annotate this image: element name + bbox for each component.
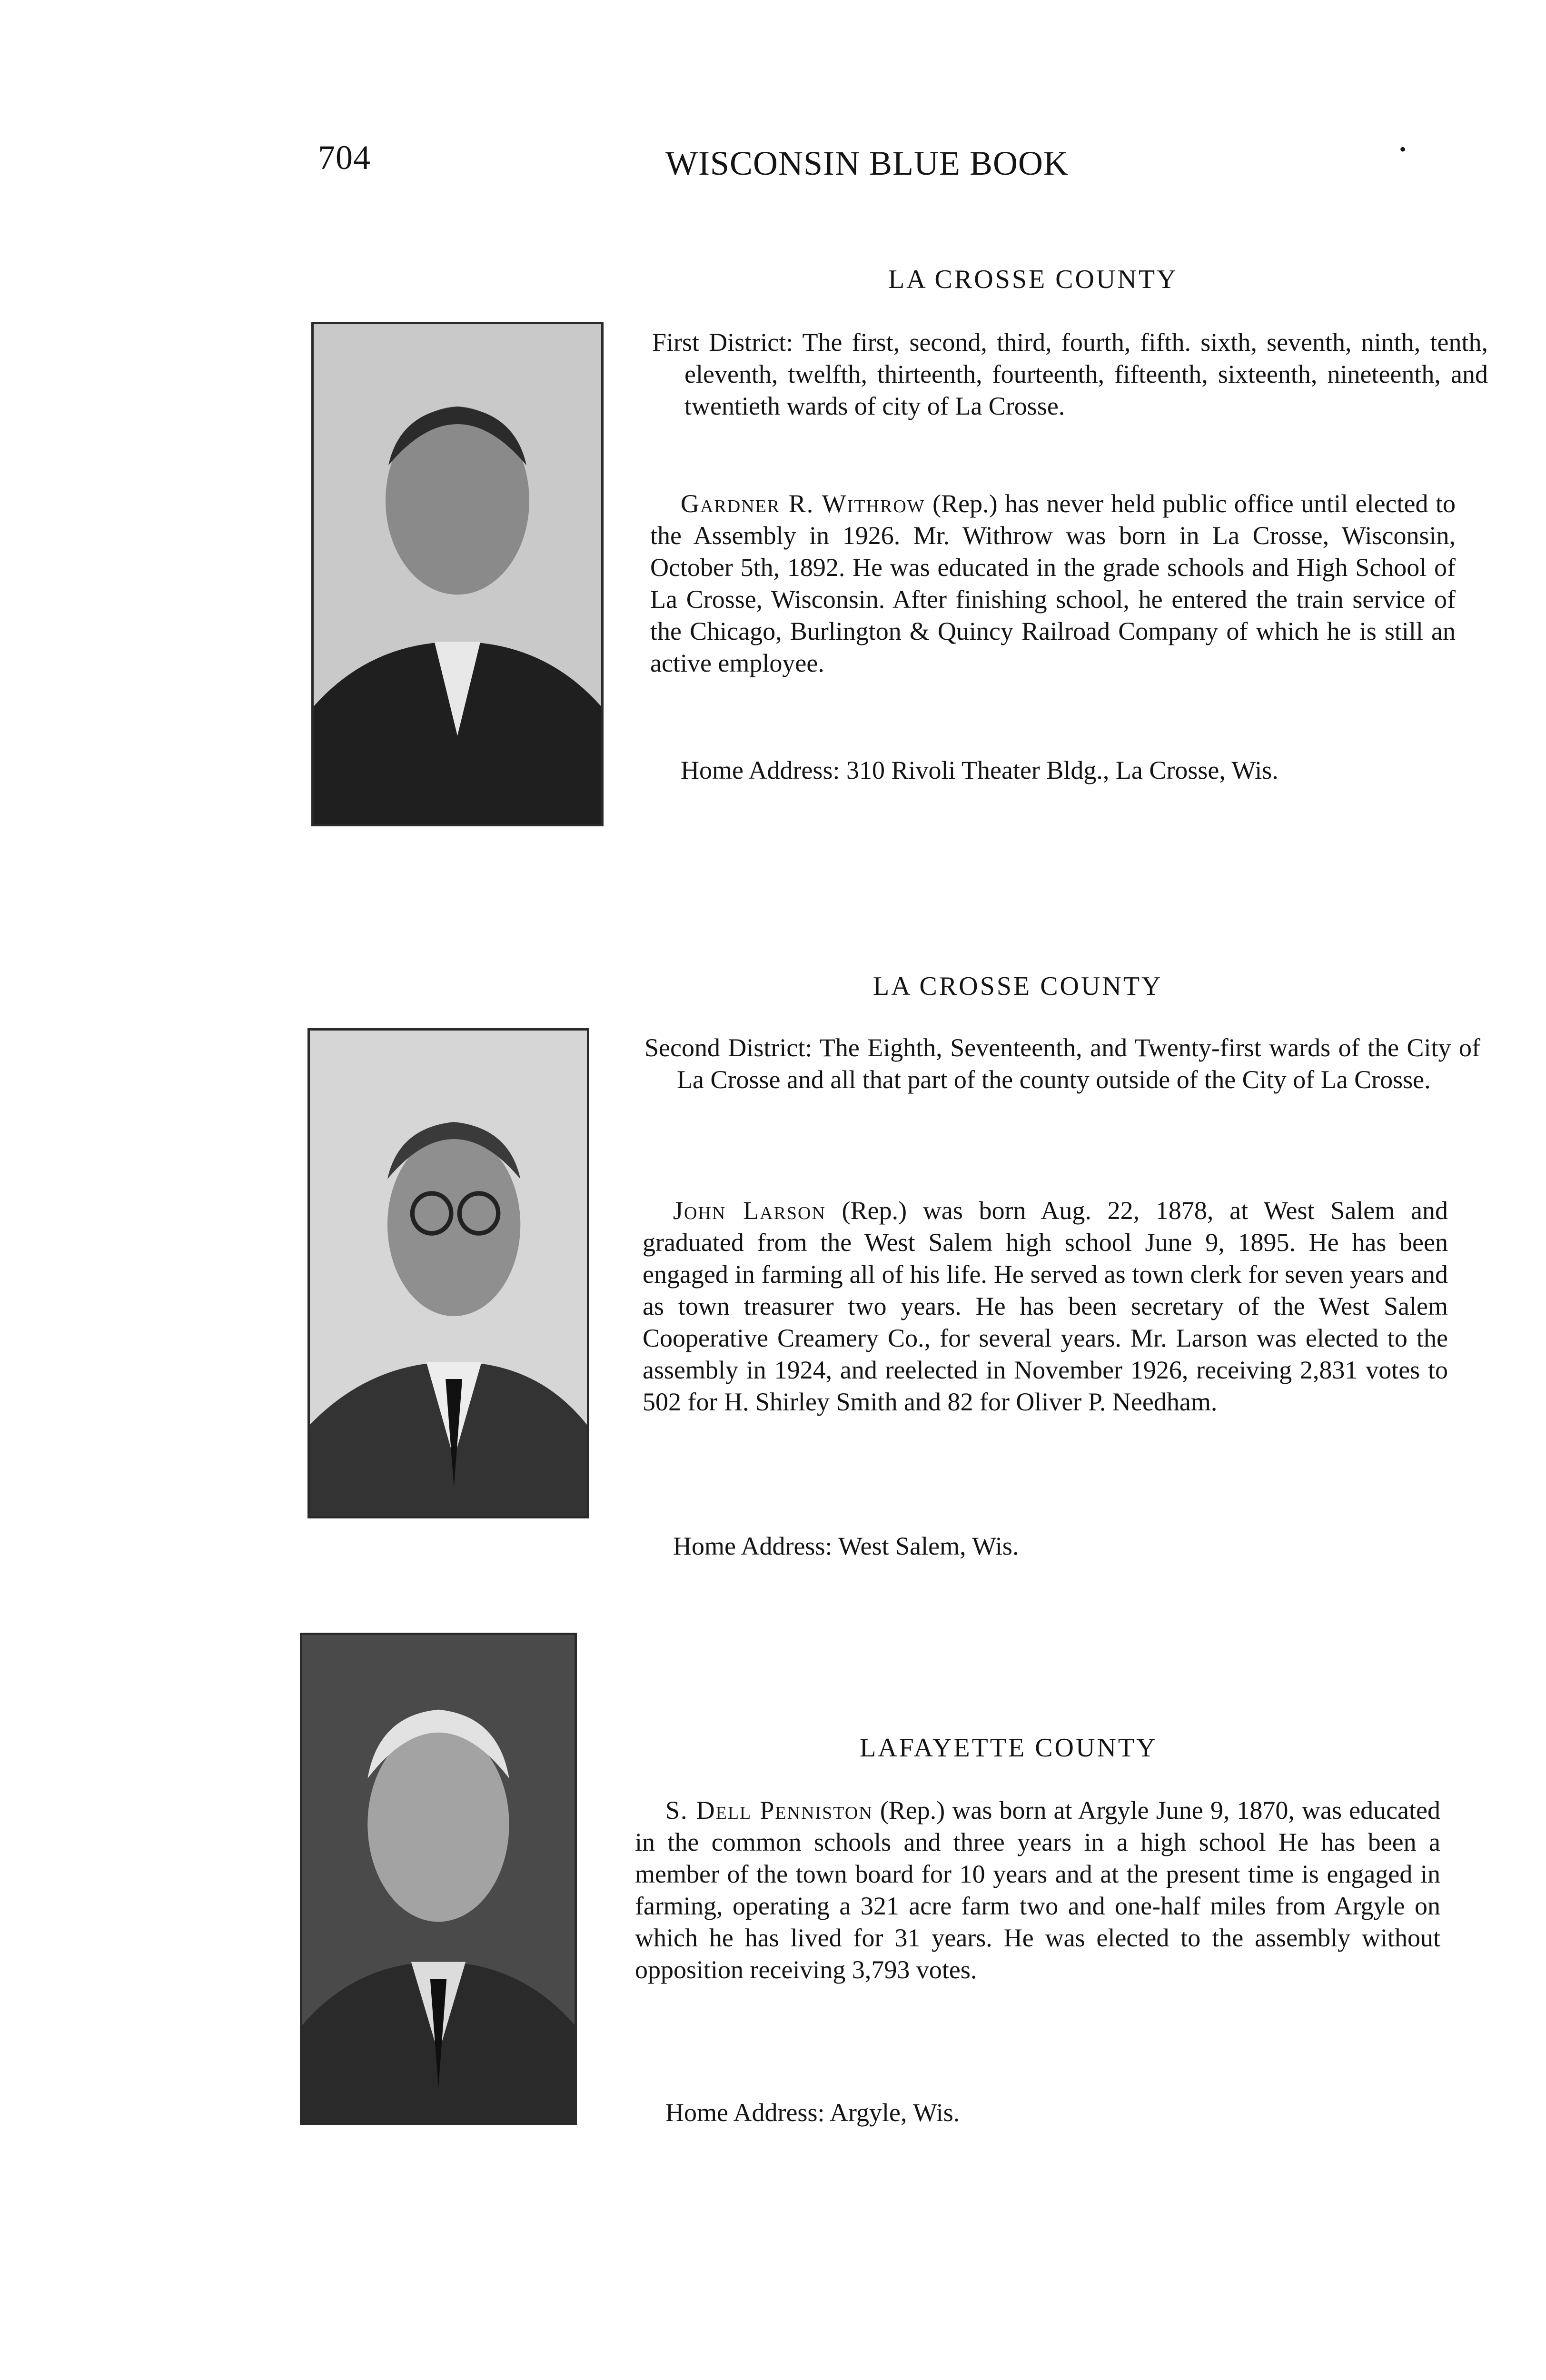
stray-mark: •	[1399, 139, 1407, 160]
portrait-photo-icon	[302, 1635, 575, 2122]
member-bio: Gardner R. Withrow (Rep.) has never held public office until elected to the Assembly in 1926. Mr. Withrow was born in La Crosse, Wisconsin, October 5th, 1892. He was educated in the grade schools and High School of La Crosse, Wisconsin. After finishing school, he entered the train service of the Chicago, Burlington & Quincy Railroad Company of which he is still an active employee.	[650, 489, 1456, 677]
portrait-photo-withrow	[311, 322, 604, 826]
home-address: Home Address: Argyle, Wis.	[665, 2098, 960, 2127]
county-heading: LA CROSSE COUNTY	[873, 972, 1163, 1001]
portrait-photo-icon	[310, 1031, 587, 1516]
county-heading: LA CROSSE COUNTY	[888, 265, 1178, 294]
member-name: Gardner R. Withrow	[681, 489, 925, 518]
portrait-photo-penniston	[300, 1633, 577, 2125]
member-name: John Larson	[673, 1196, 826, 1225]
county-heading: LAFAYETTE COUNTY	[860, 1733, 1158, 1763]
portrait-photo-larson	[307, 1028, 589, 1518]
district-description: First District: The first, second, third, fourth, fifth. sixth, seventh, ninth, tenth, eleventh, twelfth, thirteenth, fourteenth, fifteenth, sixteenth, nineteenth, and twentieth wards of city of La Crosse.	[652, 328, 1488, 420]
district-description: Second District: The Eighth, Seventeenth, and Twenty-first wards of the City of La Crosse and all that part of the county outside of the City of La Crosse.	[644, 1033, 1480, 1094]
home-address: Home Address: 310 Rivoli Theater Bldg., La Crosse, Wis.	[681, 756, 1278, 784]
member-name: S. Dell Penniston	[665, 1796, 873, 1825]
running-title: WISCONSIN BLUE BOOK	[665, 144, 1069, 182]
home-address: Home Address: West Salem, Wis.	[673, 1532, 1019, 1560]
member-bio: John Larson (Rep.) was born Aug. 22, 1878, at West Salem and graduated from the West Salem high school June 9, 1895. He has been engaged in farming all of his life. He served as town clerk for seven years and as town treasurer two years. He has been secretary of the West Salem Cooperative Creamery Co., for several years. Mr. Larson was elected to the assembly in 1924, and reelected in November 1926, receiving 2,831 votes to 502 for H. Shirley Smith and 82 for Oliver P. Needham.	[643, 1196, 1448, 1416]
page-number: 704	[318, 139, 371, 177]
portrait-photo-icon	[314, 324, 601, 824]
member-bio: S. Dell Penniston (Rep.) was born at Argyle June 9, 1870, was educated in the common schools and three years in a high school He has been a member of the town board for 10 years and at the present time is engaged in farming, operating a 321 acre farm two and one-half miles from Argyle on which he has lived for 31 years. He was elected to the assembly without opposition receiving 3,793 votes.	[635, 1796, 1441, 1984]
